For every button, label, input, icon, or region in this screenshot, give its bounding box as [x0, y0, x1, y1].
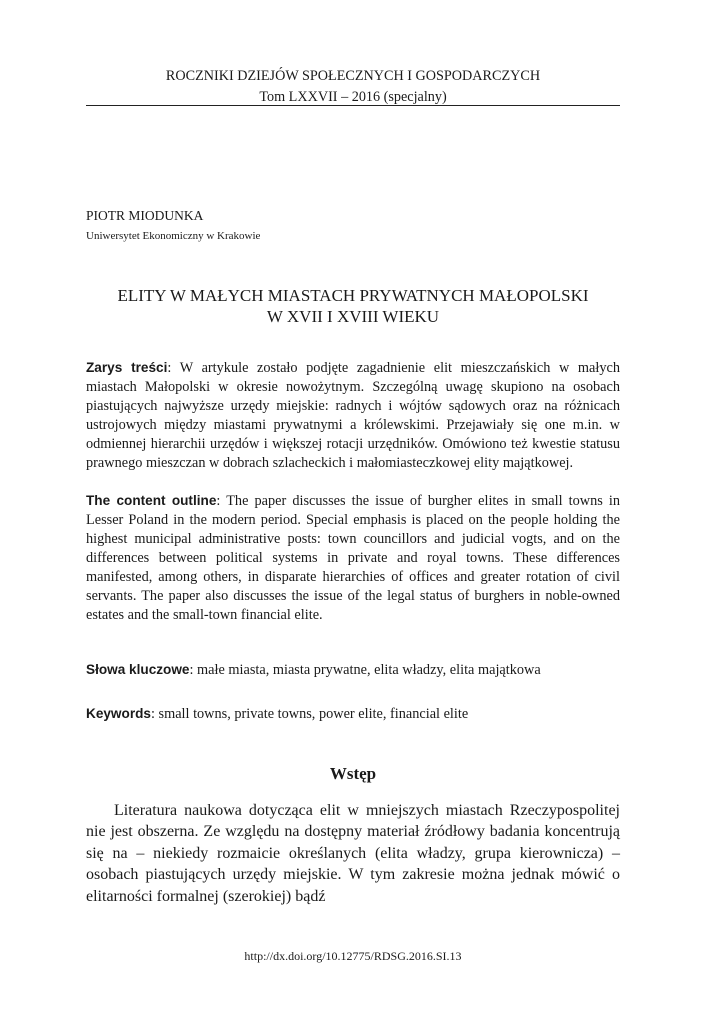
abstract-english [86, 491, 620, 625]
article-page [86, 0, 620, 1024]
keywords-polish [86, 660, 620, 680]
doi-link[interactable]: http://dx.doi.org/10.12775/RDSG.2016.SI.13 [244, 949, 462, 963]
title-line-1: ELITY W MAŁYCH MIASTACH PRYWATNYCH MAŁOPOLSKI [117, 286, 589, 305]
header-rule [86, 105, 620, 106]
keywords-english [86, 704, 620, 724]
keywords-english-text: : small towns, private towns, power elite, financial elite [150, 706, 469, 722]
author-affiliation: Uniwersytet Ekonomiczny w Krakowie [86, 230, 261, 242]
title-line-2: W XVII I XVIII WIEKU [266, 307, 440, 326]
author-name: PIOTR MIODUNKA [86, 208, 204, 223]
article-title [86, 285, 620, 327]
journal-name: ROCZNIKI DZIEJÓW SPOŁECZNYCH I GOSPODARCZYCH [165, 68, 541, 84]
abstract-polish [86, 358, 620, 473]
keywords-english-label: Keywords [86, 706, 151, 721]
abstract-english-text: : The paper discusses the issue of burgher elites in small towns in Lesser Poland in the modern period. Special emphasis is placed on the people holding the highest municipal administrative posts: town councillors and judicial vogts, and on the differences between political systems in private and royal towns. These differences manifested, among others, in disparate hierarchies of offices and greater rotation of civil servants. The paper also discusses the issue of the legal status of burghers in noble-owned estates and the small-town financial elite. [86, 493, 621, 623]
keywords-polish-text: : małe miasta, miasta prywatne, elita władzy, elita majątkowa [189, 662, 541, 678]
abstract-english-label: The content outline [86, 493, 217, 508]
abstract-polish-label: Zarys treści [86, 360, 168, 375]
journal-volume: Tom LXXVII – 2016 (specjalny) [259, 89, 447, 105]
abstract-polish-text: : W artykule zostało podjęte zagadnienie elit mieszczańskich w małych miastach Małopolski w okresie nowożytnym. Szczególną uwagę skupiono na osobach piastujących najwyższe urzędy miejskie: radnych i wójtów sądowych oraz na różnicach ustrojowych między miastami prywatnymi a królewskimi. Przejawiały się one m.in. w odmiennej hierarchii urzędów i większej rotacji urzędników. Omówiono też kwestie statusu prawnego mieszczan w dobrach szlacheckich i małomiasteczkowej elity majątkowej. [86, 360, 620, 471]
section-heading: Wstęp [329, 764, 377, 783]
keywords-polish-label: Słowa kluczowe [86, 662, 190, 677]
journal-header [86, 66, 620, 108]
body-paragraph: Literatura naukowa dotycząca elit w mniejszych miastach Rzeczypospolitej nie jest obszerna. Ze względu na dostępny materiał źródłowy badania koncentrują się na – niekiedy rozmaicie określanych (elita władzy, grupa kierownicza) – osobach piastujących urzędy miejskie. W tym zakresie można jednak mówić o elitarności formalnej (szerokiej) bądź [86, 802, 620, 905]
